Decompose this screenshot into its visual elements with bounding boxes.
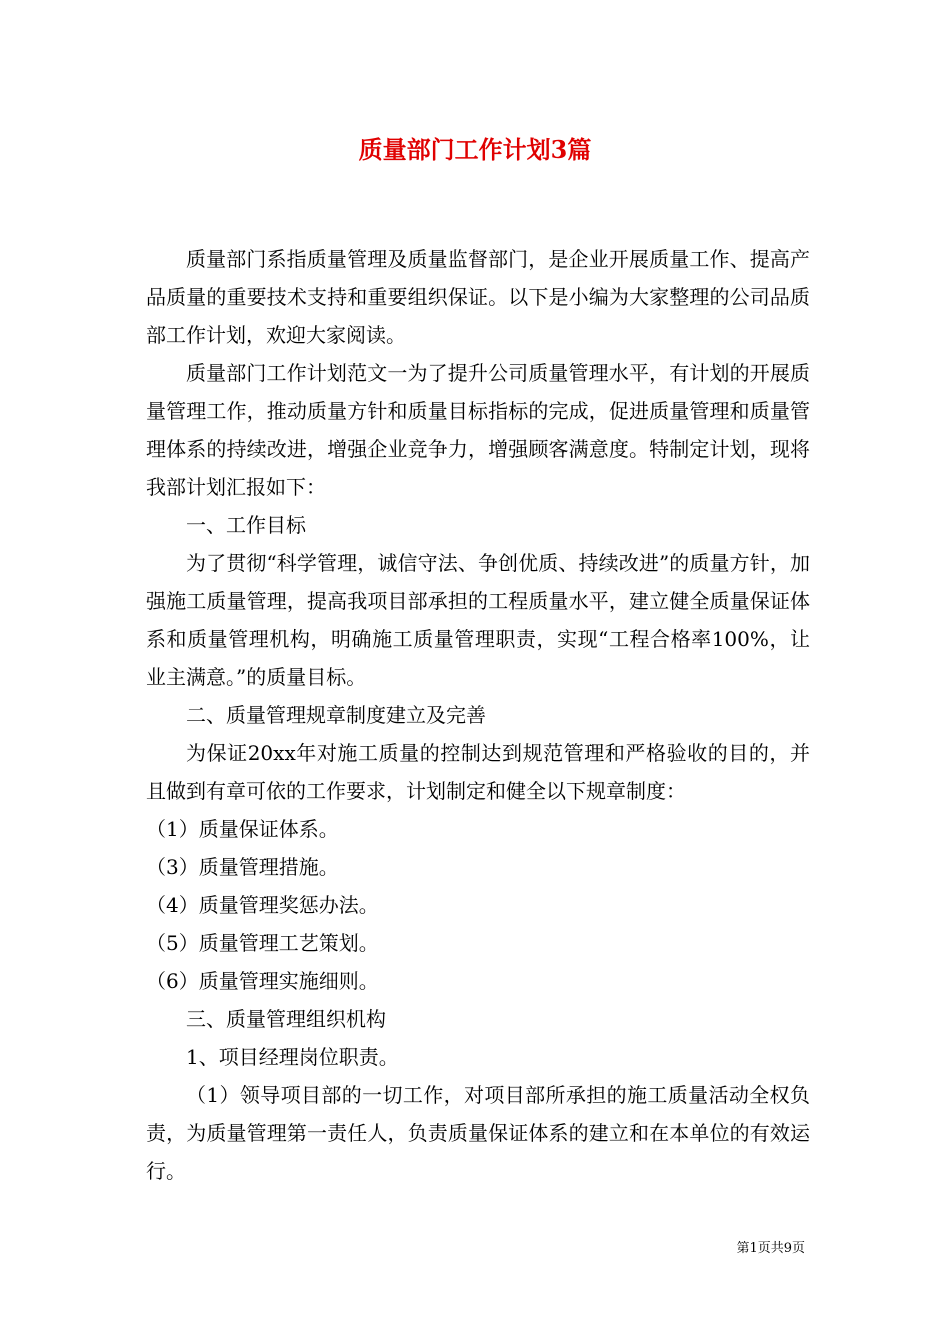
section-heading-goals: 一、工作目标 bbox=[186, 513, 306, 537]
page-footer: 第1页共9页 bbox=[736, 1241, 805, 1256]
section-heading-regulations: 二、质量管理规章制度建立及完善 bbox=[186, 703, 486, 727]
list-item: （6）质量管理实施细则。 bbox=[146, 969, 379, 993]
subsection-heading-manager-duties: 1、项目经理岗位职责。 bbox=[186, 1045, 399, 1069]
document-body bbox=[146, 240, 810, 1190]
document-title: 质量部门工作计划3篇 bbox=[358, 135, 592, 164]
section-heading-organization: 三、质量管理组织机构 bbox=[186, 1007, 386, 1031]
list-item: （1）质量保证体系。 bbox=[146, 817, 339, 841]
list-item: （4）质量管理奖惩办法。 bbox=[146, 893, 379, 917]
list-item: （3）质量管理措施。 bbox=[146, 855, 339, 879]
paragraph-plan-overview: 质量部门工作计划范文一为了提升公司质量管理水平，有计划的开展质量管理工作，推动质量方针和质量目标指标的完成，促进质量管理和质量管理体系的持续改进，增强企业竞争力，增强顾客满意度。特制定计划，现将我部计划汇报如下： bbox=[146, 361, 810, 499]
paragraph-goals: 为了贯彻“科学管理，诚信守法、争创优质、持续改进”的质量方针，加强施工质量管理，提高我项目部承担的工程质量水平，建立健全质量保证体系和质量管理机构，明确施工质量管理职责，实现“工程合格率100%，让业主满意。”的质量目标。 bbox=[146, 551, 810, 689]
paragraph-intro: 质量部门系指质量管理及质量监督部门，是企业开展质量工作、提高产品质量的重要技术支持和重要组织保证。以下是小编为大家整理的公司品质部工作计划，欢迎大家阅读。 bbox=[146, 247, 810, 347]
paragraph-regulations: 为保证20xx年对施工质量的控制达到规范管理和严格验收的目的，并且做到有章可依的工作要求，计划制定和健全以下规章制度： bbox=[146, 741, 810, 803]
list-item: （5）质量管理工艺策划。 bbox=[146, 931, 379, 955]
paragraph-manager-duty-1: （1）领导项目部的一切工作，对项目部所承担的施工质量活动全权负责，为质量管理第一责任人，负责质量保证体系的建立和在本单位的有效运行。 bbox=[146, 1083, 810, 1183]
